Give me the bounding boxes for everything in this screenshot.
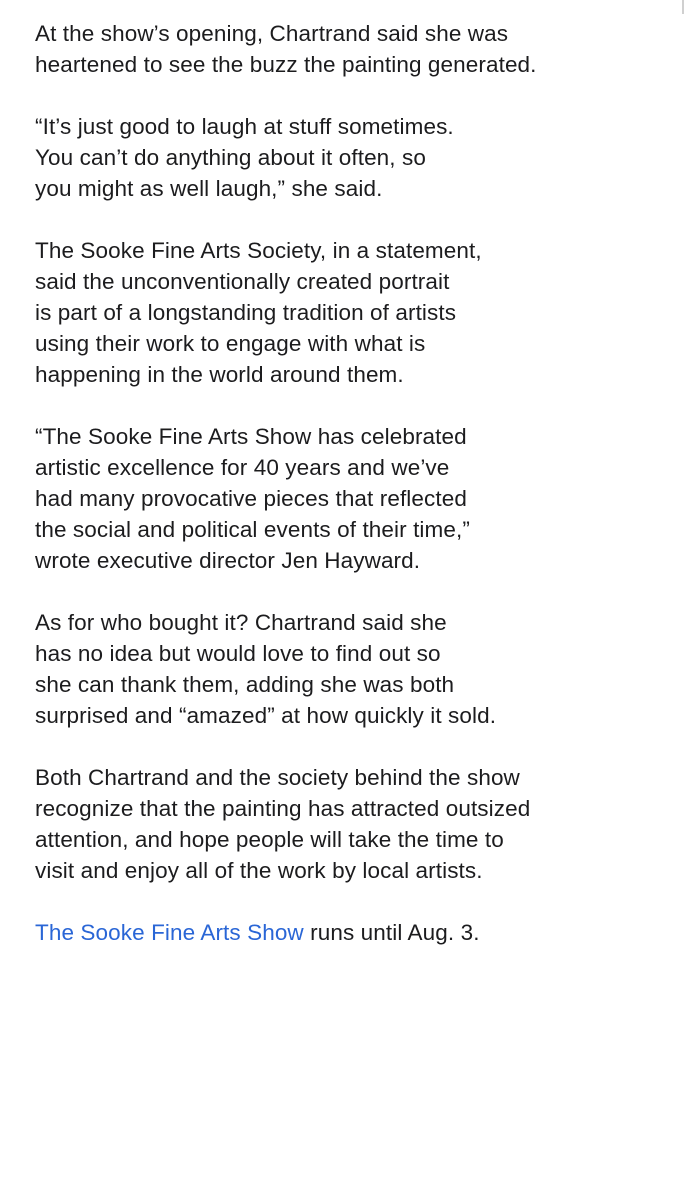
text-line: the social and political events of their time,”: [35, 517, 470, 542]
text-line: The Sooke Fine Arts Society, in a statement,: [35, 238, 482, 263]
text-line: recognize that the painting has attracted outsized: [35, 796, 531, 821]
paragraph-buyer: [35, 607, 675, 731]
paragraph-closing: [35, 917, 675, 948]
text-line: attention, and hope people will take the time to: [35, 827, 504, 852]
text-line: said the unconventionally created portrait: [35, 269, 450, 294]
text-line: As for who bought it? Chartrand said she: [35, 610, 447, 635]
closing-text: runs until Aug. 3.: [303, 920, 480, 945]
paragraph-director-quote: [35, 421, 675, 576]
show-link[interactable]: The Sooke Fine Arts Show: [35, 920, 304, 945]
text-line: artistic excellence for 40 years and we’ve: [35, 455, 450, 480]
text-line: heartened to see the buzz the painting generated.: [35, 52, 537, 77]
text-line: “The Sooke Fine Arts Show has celebrated: [35, 424, 467, 449]
text-line: is part of a longstanding tradition of artists: [35, 300, 457, 325]
text-line: wrote executive director Jen Hayward.: [35, 548, 421, 573]
text-line: had many provocative pieces that reflected: [35, 486, 467, 511]
paragraph-opening: [35, 18, 675, 80]
paragraph-society-statement: [35, 235, 675, 390]
article-body: [35, 18, 675, 979]
text-line: she can thank them, adding she was both: [35, 672, 455, 697]
text-line: has no idea but would love to find out so: [35, 641, 441, 666]
text-line: surprised and “amazed” at how quickly it sold.: [35, 703, 497, 728]
text-line: Both Chartrand and the society behind the show: [35, 765, 520, 790]
text-line: You can’t do anything about it often, so: [35, 145, 426, 170]
paragraph-quote-laugh: [35, 111, 675, 204]
text-line: “It’s just good to laugh at stuff sometimes.: [35, 114, 454, 139]
text-line: you might as well laugh,” she said.: [35, 176, 383, 201]
text-line: happening in the world around them.: [35, 362, 404, 387]
closing-line: [35, 917, 675, 948]
text-line: At the show’s opening, Chartrand said she was: [35, 21, 509, 46]
text-line: visit and enjoy all of the work by local artists.: [35, 858, 483, 883]
paragraph-attention: [35, 762, 675, 886]
text-line: using their work to engage with what is: [35, 331, 426, 356]
